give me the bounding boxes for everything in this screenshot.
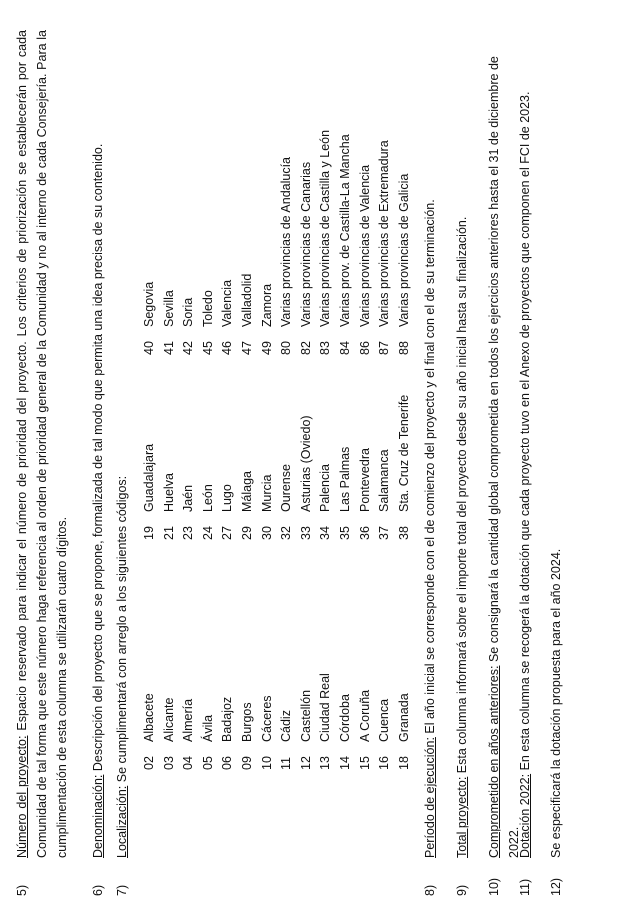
- location-code-row: [356, 395, 376, 540]
- location-code: 86: [357, 341, 372, 355]
- location-name: Asturias (Oviedo): [298, 415, 313, 512]
- item-7: [112, 26, 132, 896]
- item-text: En esta columna se recogerá la dotación que cada proyecto tuvo en el Anexo de proyectos que componen el FCI de 2023.: [518, 91, 532, 774]
- location-code: 03: [161, 756, 176, 770]
- location-name: Huelva: [161, 473, 176, 512]
- location-code: 10: [259, 756, 274, 770]
- location-code: 16: [377, 756, 392, 770]
- location-code-row: [238, 395, 258, 540]
- item-title: Denominación:: [91, 774, 105, 858]
- item-title: Período de ejecución:: [423, 737, 437, 858]
- item-number: 11): [518, 878, 532, 896]
- location-code-row: [316, 673, 336, 770]
- location-code: 47: [239, 341, 254, 355]
- location-name: Varias provincias de Castilla y León: [318, 129, 333, 327]
- location-name: Cáceres: [259, 695, 274, 742]
- location-code-row: [277, 395, 297, 540]
- location-code-row: [140, 130, 160, 355]
- location-code: 40: [142, 341, 156, 355]
- location-name: Albacete: [142, 693, 156, 742]
- location-name: Soria: [181, 297, 196, 327]
- item-number: 9): [455, 884, 469, 896]
- location-name: Ávila: [200, 714, 215, 742]
- location-code-row: [140, 395, 160, 540]
- location-code-row: [356, 673, 376, 770]
- location-code-row: [238, 130, 258, 355]
- location-code-row: [336, 130, 356, 355]
- location-name: Segovia: [142, 281, 156, 327]
- item-number: 5): [15, 884, 29, 896]
- location-code-row: [395, 673, 415, 770]
- location-name: Varias provincias de Galicia: [396, 173, 411, 327]
- location-name: Almería: [181, 698, 196, 742]
- location-code-row: [316, 395, 336, 540]
- item-number: 7): [115, 884, 129, 896]
- location-code-row: [375, 395, 395, 540]
- location-code: 49: [259, 341, 274, 355]
- item-12: [546, 26, 566, 896]
- item-number: 10): [487, 877, 501, 896]
- location-code: 15: [357, 756, 372, 770]
- location-name: Córdoba: [337, 694, 352, 742]
- location-code: 18: [396, 756, 411, 770]
- location-code: 05: [200, 756, 215, 770]
- item-11: [515, 26, 535, 896]
- location-code: 41: [161, 341, 176, 355]
- item-5: [12, 26, 72, 896]
- item-6: [88, 26, 108, 896]
- location-code: 02: [142, 756, 156, 770]
- location-name: Sevilla: [161, 290, 176, 327]
- item-9: [452, 26, 472, 896]
- location-name: Jaén: [181, 484, 196, 512]
- location-name: Varias provincias de Extremadura: [377, 140, 392, 327]
- location-name: Cuenca: [377, 698, 392, 742]
- location-name: Castellón: [298, 689, 313, 742]
- location-name: Guadalajara: [142, 443, 156, 512]
- item-text: Se consignará la cantidad global comprometida en todos los ejercicios anteriores hasta el 31 de diciembre de 2022.: [487, 56, 521, 858]
- location-code: 09: [239, 756, 254, 770]
- item-number: 6): [91, 884, 105, 896]
- location-code-row: [258, 673, 278, 770]
- location-code: 29: [239, 526, 254, 540]
- location-code: 19: [142, 526, 156, 540]
- location-name: Málaga: [239, 471, 254, 512]
- location-name: A Coruña: [357, 689, 372, 742]
- location-code-row: [160, 395, 180, 540]
- location-name: Varias provincias de Andalucía: [279, 156, 294, 327]
- location-code: 37: [377, 526, 392, 540]
- location-code-row: [140, 673, 160, 770]
- item-title: Número del proyecto:: [15, 735, 29, 858]
- location-code-row: [258, 395, 278, 540]
- location-code-row: [316, 130, 336, 355]
- location-code-row: [199, 673, 219, 770]
- location-code-row: [297, 673, 317, 770]
- location-code-row: [277, 673, 297, 770]
- location-name: Valladolid: [239, 273, 254, 327]
- item-text: Se cumplimentará con arreglo a los siguientes códigos:: [115, 475, 129, 786]
- item-text: Espacio reservado para indicar el número de prioridad del proyecto. Los criterios de priorización se establecerán por cada Comunidad de tal forma que este número haga referencia al orden de prioridad general de la Comunidad y no al interno de cada Consejería. Para la cumplimentación de esta columna se utilizarán cuatro dígitos.: [15, 30, 69, 858]
- location-name: Varias provincias de Canarias: [298, 161, 313, 327]
- location-name: Salamanca: [377, 449, 392, 512]
- item-text: Esta columna informará sobre el importe total del proyecto desde su año inicial hasta su finalización.: [455, 216, 469, 777]
- location-code: 33: [298, 526, 313, 540]
- location-name: Badajoz: [220, 696, 235, 742]
- item-8: [420, 26, 440, 896]
- location-name: Alicante: [161, 697, 176, 742]
- location-code-row: [297, 395, 317, 540]
- codes-column-2: [140, 395, 414, 540]
- location-code: 04: [181, 756, 196, 770]
- location-name: Zamora: [259, 283, 274, 327]
- location-code: 46: [220, 341, 235, 355]
- location-name: Cádiz: [279, 710, 294, 742]
- location-name: Burgos: [239, 702, 254, 742]
- location-code: 84: [337, 341, 352, 355]
- item-text: El año inicial se corresponde con el de comienzo del proyecto y el final con el de su terminación.: [423, 199, 437, 738]
- item-number: 8): [423, 884, 437, 896]
- location-code: 34: [318, 526, 333, 540]
- item-title: Total proyecto:: [455, 776, 469, 858]
- location-code-row: [160, 673, 180, 770]
- location-code-row: [277, 130, 297, 355]
- item-title: Localización:: [115, 785, 129, 858]
- location-code: 12: [298, 756, 313, 770]
- location-name: Varias provincias de Valencia: [357, 164, 372, 327]
- item-title: Dotación 2022:: [518, 773, 532, 858]
- location-code: 82: [298, 341, 313, 355]
- location-code-row: [199, 395, 219, 540]
- item-title: Comprometido en años anteriores:: [487, 665, 501, 858]
- location-code-row: [179, 130, 199, 355]
- location-code: 27: [220, 526, 235, 540]
- location-name: Granada: [396, 693, 411, 742]
- location-code-row: [336, 673, 356, 770]
- location-name: Murcia: [259, 474, 274, 512]
- location-code: 80: [279, 341, 294, 355]
- location-name: Las Palmas: [337, 446, 352, 512]
- location-code: 87: [377, 341, 392, 355]
- location-code-row: [336, 395, 356, 540]
- location-code: 11: [279, 757, 294, 770]
- location-code: 24: [200, 526, 215, 540]
- location-code: 36: [357, 526, 372, 540]
- location-code: 06: [220, 756, 235, 770]
- location-code: 42: [181, 341, 196, 355]
- location-code: 13: [318, 756, 333, 770]
- location-code: 88: [396, 341, 411, 355]
- location-code: 30: [259, 526, 274, 540]
- location-name: Lugo: [220, 484, 235, 512]
- location-name: Varias prov. de Castilla-La Mancha: [337, 134, 352, 327]
- location-name: Pontevedra: [357, 448, 372, 512]
- location-code-row: [375, 130, 395, 355]
- location-code: 32: [279, 526, 294, 540]
- location-name: Palencia: [318, 464, 333, 512]
- location-name: Sta. Cruz de Tenerife: [396, 394, 411, 512]
- item-number: 12): [549, 877, 563, 896]
- location-code-row: [258, 130, 278, 355]
- location-name: Valencia: [220, 279, 235, 327]
- location-code-row: [218, 673, 238, 770]
- location-code: 35: [337, 526, 352, 540]
- location-code-row: [395, 130, 415, 355]
- location-code: 38: [396, 526, 411, 540]
- location-code: 83: [318, 341, 333, 355]
- location-code-row: [179, 673, 199, 770]
- location-code: 21: [161, 526, 176, 540]
- item-text: Se especificará la dotación propuesta para el año 2024.: [549, 548, 563, 858]
- location-code-row: [160, 130, 180, 355]
- location-name: Ourense: [279, 464, 294, 512]
- location-code: 45: [200, 341, 215, 355]
- location-code: 14: [337, 756, 352, 770]
- location-code-row: [218, 395, 238, 540]
- codes-column-1: [140, 673, 414, 770]
- location-code-row: [218, 130, 238, 355]
- location-code-row: [179, 395, 199, 540]
- location-code-row: [297, 130, 317, 355]
- codes-column-3: [140, 130, 414, 355]
- location-name: Toledo: [200, 290, 215, 327]
- location-code-row: [395, 395, 415, 540]
- item-text: Descripción del proyecto que se propone, formalizada de tal modo que permita una idea precisa de su contenido.: [91, 143, 105, 775]
- location-name: Ciudad Real: [318, 673, 333, 742]
- location-code-row: [375, 673, 395, 770]
- location-code-row: [199, 130, 219, 355]
- location-code-row: [238, 673, 258, 770]
- location-code: 23: [181, 526, 196, 540]
- location-name: León: [200, 484, 215, 512]
- location-code-row: [356, 130, 376, 355]
